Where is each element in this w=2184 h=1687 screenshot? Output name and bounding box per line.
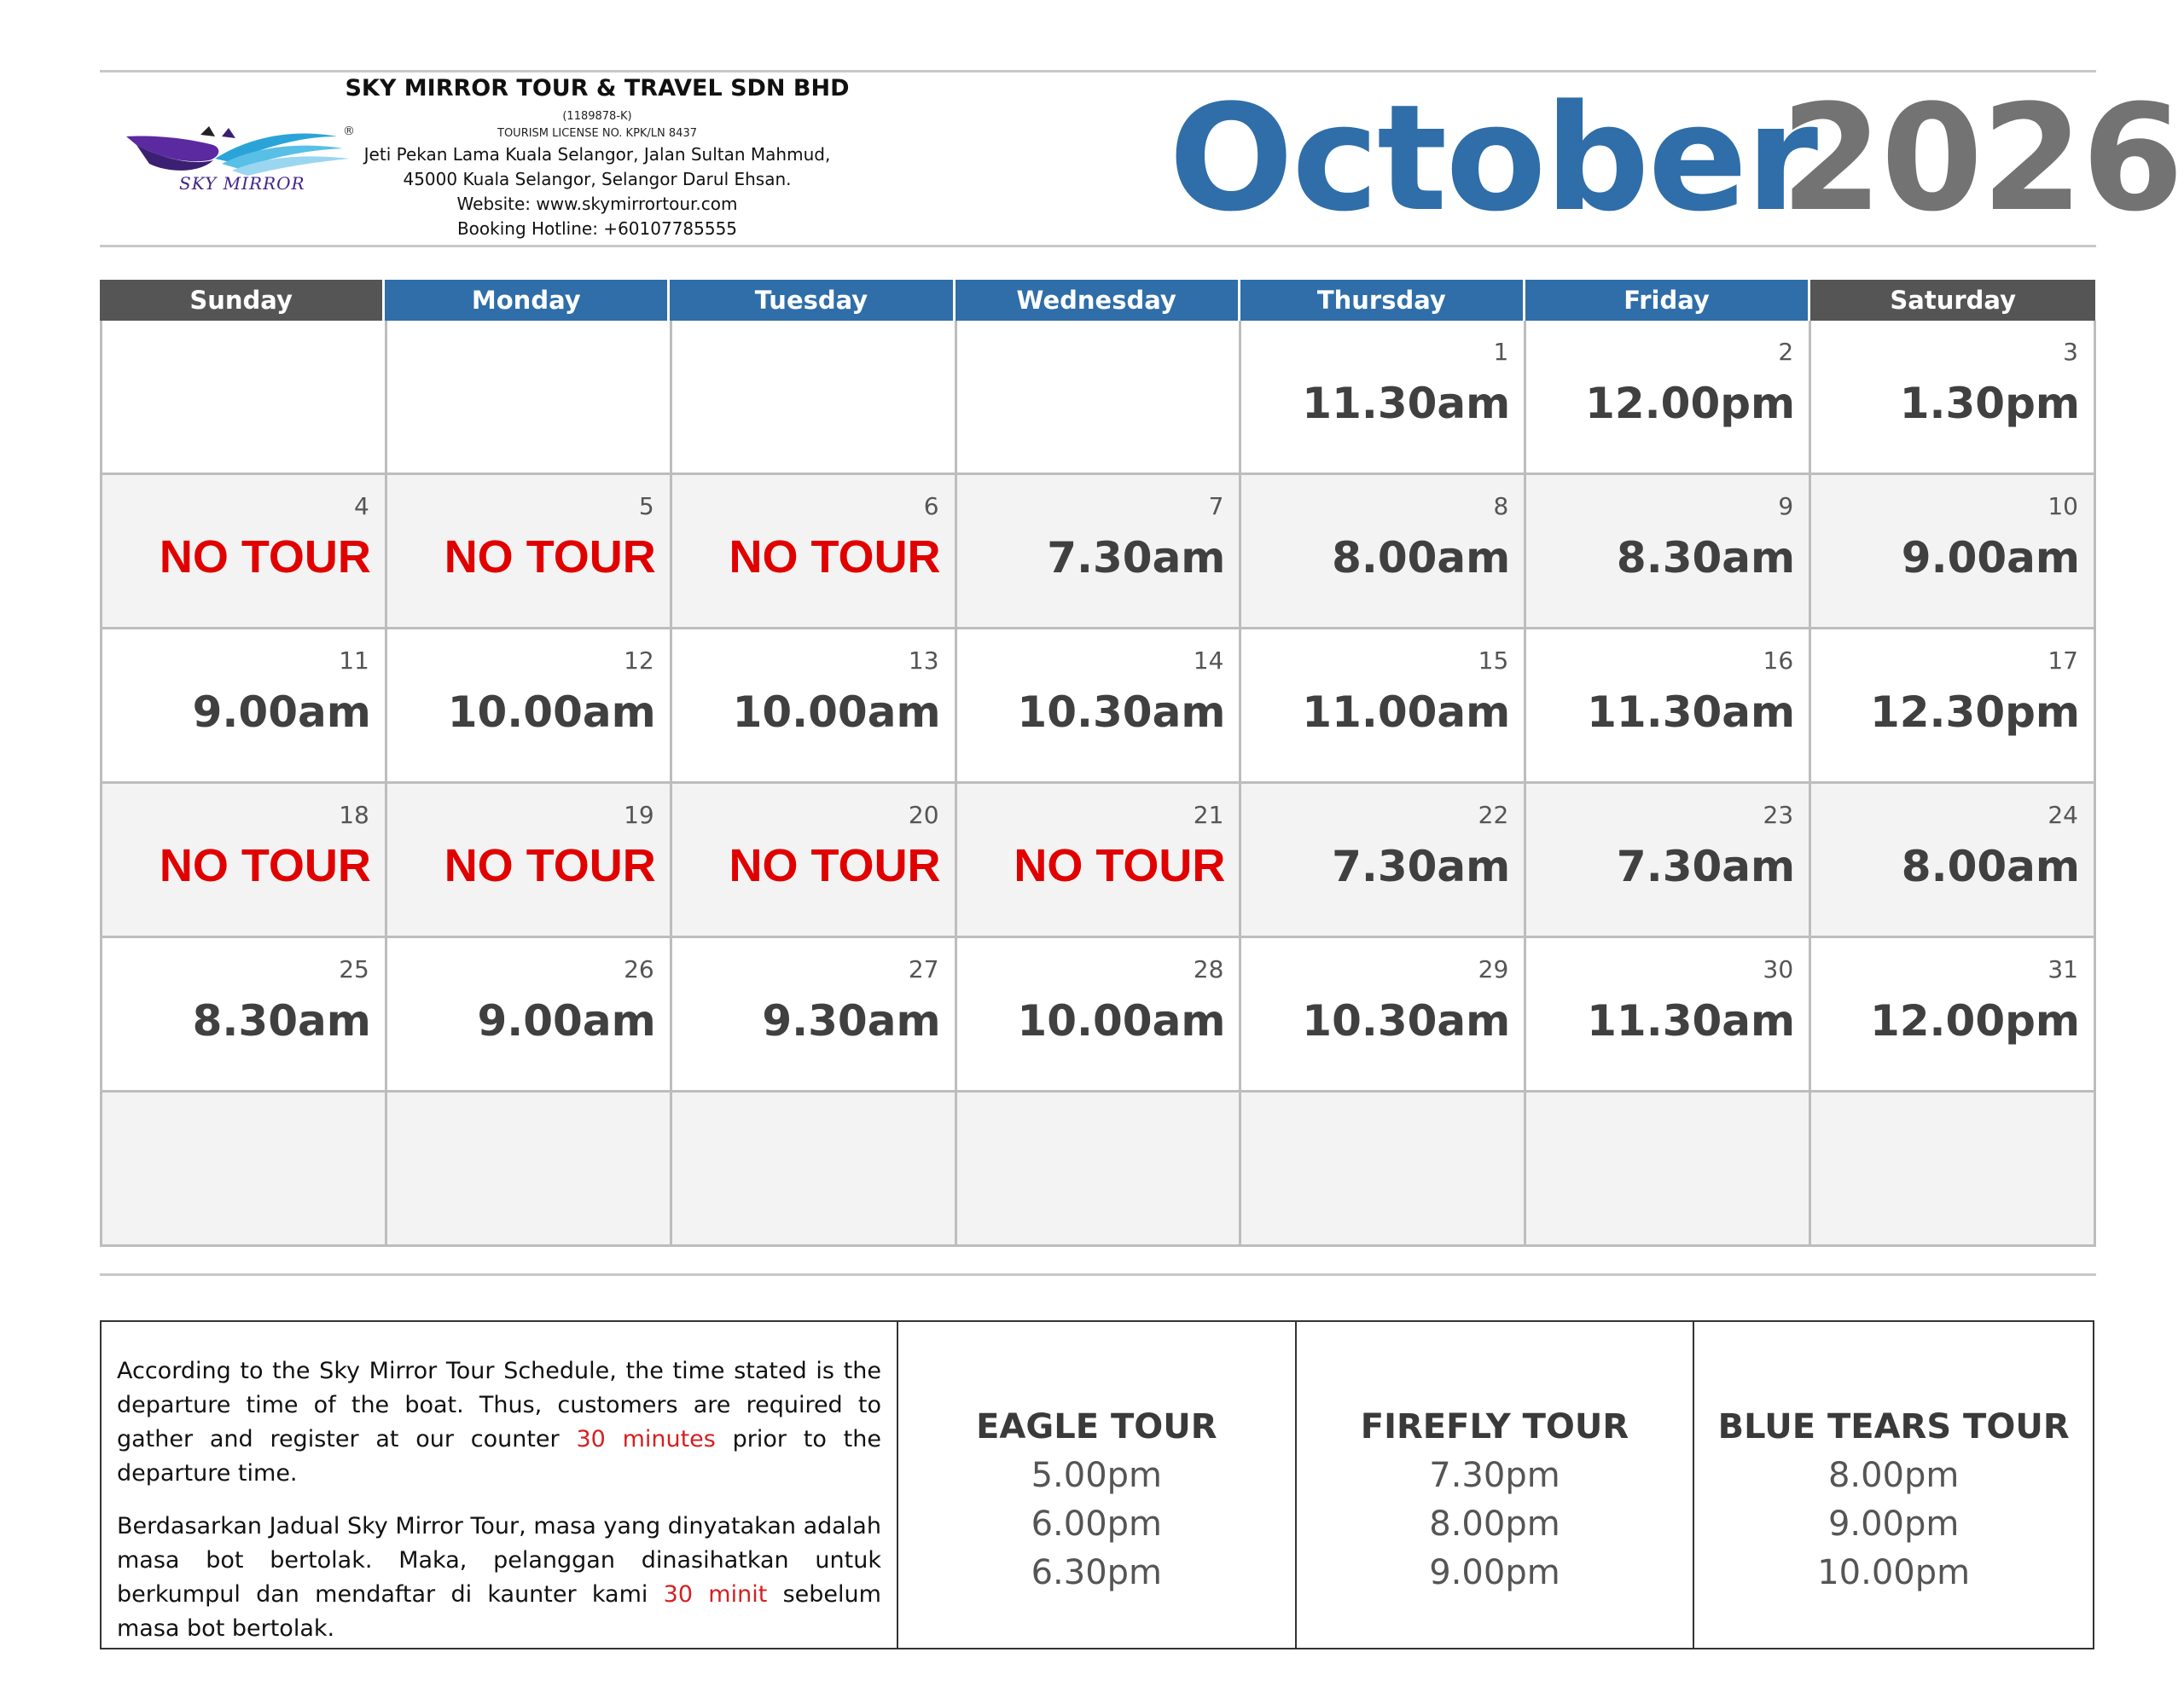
departure-time: 7.30am <box>1047 533 1226 583</box>
no-tour-label: NO TOUR <box>1014 840 1226 891</box>
departure-time: 1.30pm <box>1899 379 2080 428</box>
day-number: 5 <box>638 492 654 520</box>
calendar-day-cell <box>387 475 672 629</box>
calendar-day-cell <box>102 629 387 784</box>
day-number: 10 <box>2048 492 2078 520</box>
calendar-day-cell <box>1811 784 2096 938</box>
departure-time: 11.30am <box>1587 687 1796 737</box>
calendar-days <box>100 321 2096 1247</box>
calendar-day-cell <box>1811 1093 2096 1247</box>
address-line-2: 45000 Kuala Selangor, Selangor Darul Ehsan. <box>403 169 792 189</box>
departure-time: 8.00am <box>1332 533 1511 583</box>
day-number: 17 <box>2048 646 2078 675</box>
departure-time: 9.00am <box>1901 533 2080 583</box>
day-number: 26 <box>624 955 654 983</box>
calendar-day-cell <box>102 321 387 475</box>
calendar-day-cell <box>1241 321 1526 475</box>
day-number: 14 <box>1193 646 1224 675</box>
tour-time: 8.00pm <box>1827 1456 1960 1495</box>
calendar-day-cell <box>387 938 672 1093</box>
weekday-header-row <box>100 280 2096 321</box>
departure-time: 9.00am <box>192 687 371 737</box>
note-malay-highlight: 30 minit <box>663 1581 768 1608</box>
no-tour-label: NO TOUR <box>159 840 371 891</box>
calendar-day-cell <box>1241 784 1526 938</box>
company-registration: (1189878-K) <box>562 110 632 123</box>
tour-name: FIREFLY TOUR <box>1360 1407 1629 1446</box>
tour-name: BLUE TEARS TOUR <box>1717 1407 2070 1446</box>
tour-time: 5.00pm <box>1031 1456 1163 1495</box>
departure-time: 9.00am <box>477 996 656 1046</box>
day-number: 9 <box>1778 492 1794 520</box>
day-number: 19 <box>624 801 654 829</box>
calendar-day-cell <box>672 321 957 475</box>
calendar-year-title: 2026 <box>1780 72 2182 244</box>
day-number: 23 <box>1763 801 1794 829</box>
calendar-day-cell <box>102 938 387 1093</box>
tour-blue-tears <box>1694 1322 2093 1648</box>
tour-eagle <box>898 1322 1297 1648</box>
header-rule <box>100 245 2096 247</box>
day-number: 2 <box>1778 338 1794 366</box>
departure-time: 10.00am <box>447 687 656 737</box>
day-number: 18 <box>339 801 369 829</box>
tour-time: 9.00pm <box>1429 1553 1560 1592</box>
calendar-day-cell <box>1241 938 1526 1093</box>
departure-time: 7.30am <box>1616 842 1796 891</box>
no-tour-label: NO TOUR <box>159 531 371 583</box>
calendar-day-cell <box>387 1093 672 1247</box>
departure-time: 8.30am <box>1616 533 1796 583</box>
logo-wordmark: SKY MIRROR <box>179 173 305 194</box>
day-number: 28 <box>1193 955 1224 983</box>
day-number: 11 <box>339 646 369 675</box>
departure-time: 12.00pm <box>1869 996 2080 1046</box>
calendar-day-cell <box>1526 321 1811 475</box>
departure-time: 11.00am <box>1302 687 1511 737</box>
departure-time: 8.00am <box>1901 842 2080 891</box>
note-english-highlight: 30 minutes <box>576 1426 716 1452</box>
calendar-day-cell <box>1811 938 2096 1093</box>
svg-text:®: ® <box>343 125 355 138</box>
day-number: 4 <box>354 492 369 520</box>
departure-time: 8.30am <box>192 996 371 1046</box>
weekday-header-sunday: Sunday <box>100 280 385 321</box>
calendar-day-cell <box>1241 1093 1526 1247</box>
calendar-day-cell <box>1526 784 1811 938</box>
day-number: 25 <box>339 955 369 983</box>
calendar-day-cell <box>1526 629 1811 784</box>
calendar-day-cell <box>957 321 1242 475</box>
departure-time: 10.30am <box>1302 996 1511 1046</box>
calendar-bottom-rule <box>100 1273 2096 1276</box>
day-number: 31 <box>2048 955 2078 983</box>
no-tour-label: NO TOUR <box>444 840 656 891</box>
tour-time: 7.30pm <box>1429 1456 1560 1495</box>
calendar-day-cell <box>957 475 1242 629</box>
calendar-day-cell <box>1811 321 2096 475</box>
note-malay: Berdasarkan Jadual Sky Mirror Tour, masa yang dinyatakan adalah masa bot bertolak. Maka, pelanggan dinasihatkan untuk berkumpul dan mendaftar di kaunter kami 30 minit sebelum masa bot bertolak. <box>117 1513 881 1642</box>
tour-info-box <box>100 1320 2094 1649</box>
calendar-day-cell <box>672 475 957 629</box>
tour-time: 10.00pm <box>1817 1553 1971 1592</box>
day-number: 15 <box>1478 646 1509 675</box>
no-tour-label: NO TOUR <box>729 840 941 891</box>
calendar-day-cell <box>1241 629 1526 784</box>
day-number: 8 <box>1493 492 1509 520</box>
tour-time: 8.00pm <box>1429 1504 1560 1544</box>
departure-time: 7.30am <box>1332 842 1511 891</box>
day-number: 24 <box>2048 801 2078 829</box>
calendar-grid <box>100 280 2096 1247</box>
day-number: 21 <box>1193 801 1224 829</box>
weekday-header-friday: Friday <box>1525 280 1810 321</box>
calendar-day-cell <box>957 629 1242 784</box>
calendar-day-cell <box>102 784 387 938</box>
calendar-day-cell <box>387 629 672 784</box>
weekday-header-monday: Monday <box>385 280 670 321</box>
departure-time: 11.30am <box>1587 996 1796 1046</box>
calendar-day-cell <box>672 629 957 784</box>
calendar-day-cell <box>1241 475 1526 629</box>
day-number: 22 <box>1478 801 1509 829</box>
tour-time: 6.00pm <box>1031 1504 1163 1544</box>
day-number: 12 <box>624 646 654 675</box>
calendar-day-cell <box>1526 938 1811 1093</box>
calendar-day-cell <box>102 1093 387 1247</box>
calendar-day-cell <box>1526 475 1811 629</box>
departure-time: 9.30am <box>762 996 941 1046</box>
tour-time: 9.00pm <box>1827 1504 1960 1544</box>
calendar-day-cell <box>672 938 957 1093</box>
address-line-1: Jeti Pekan Lama Kuala Selangor, Jalan Sultan Mahmud, <box>363 144 831 165</box>
tour-time: 6.30pm <box>1031 1553 1163 1592</box>
departure-time: 12.00pm <box>1585 379 1796 428</box>
calendar-day-cell <box>1526 1093 1811 1247</box>
note-english: According to the Sky Mirror Tour Schedule, the time stated is the departure time of the boat. Thus, customers are required to gather and register at our counter 30 minutes prior to the departure time. <box>117 1358 881 1487</box>
day-number: 29 <box>1478 955 1509 983</box>
calendar-day-cell <box>1811 629 2096 784</box>
calendar-day-cell <box>957 938 1242 1093</box>
day-number: 16 <box>1763 646 1794 675</box>
no-tour-label: NO TOUR <box>729 531 941 583</box>
calendar-day-cell <box>102 475 387 629</box>
calendar-day-cell <box>387 784 672 938</box>
departure-time: 10.00am <box>1017 996 1226 1046</box>
calendar-month-title: October <box>1169 72 1817 244</box>
day-number: 1 <box>1493 338 1509 366</box>
day-number: 7 <box>1208 492 1224 520</box>
departure-time: 10.30am <box>1017 687 1226 737</box>
day-number: 30 <box>1763 955 1794 983</box>
tourism-license: TOURISM LICENSE NO. KPK/LN 8437 <box>497 127 697 140</box>
weekday-header-saturday: Saturday <box>1810 280 2095 321</box>
company-name: SKY MIRROR TOUR & TRAVEL SDN BHD <box>345 75 850 101</box>
departure-time: 12.30pm <box>1869 687 2080 737</box>
tour-firefly <box>1297 1322 1695 1648</box>
tour-name: EAGLE TOUR <box>976 1407 1217 1446</box>
weekday-header-wednesday: Wednesday <box>956 280 1240 321</box>
calendar-day-cell <box>957 784 1242 938</box>
day-number: 27 <box>908 955 939 983</box>
weekday-header-tuesday: Tuesday <box>670 280 955 321</box>
calendar-day-cell <box>1811 475 2096 629</box>
departure-notes <box>102 1322 898 1648</box>
day-number: 20 <box>908 801 939 829</box>
departure-time: 10.00am <box>732 687 941 737</box>
no-tour-label: NO TOUR <box>444 531 656 583</box>
day-number: 13 <box>908 646 939 675</box>
calendar-day-cell <box>957 1093 1242 1247</box>
calendar-day-cell <box>672 784 957 938</box>
day-number: 6 <box>923 492 939 520</box>
calendar-day-cell <box>672 1093 957 1247</box>
booking-hotline: Booking Hotline: +60107785555 <box>456 218 738 239</box>
day-number: 3 <box>2063 338 2078 366</box>
calendar-day-cell <box>387 321 672 475</box>
weekday-header-thursday: Thursday <box>1240 280 1525 321</box>
website-line: Website: www.skymirrortour.com <box>456 194 738 214</box>
departure-time: 11.30am <box>1302 379 1511 428</box>
